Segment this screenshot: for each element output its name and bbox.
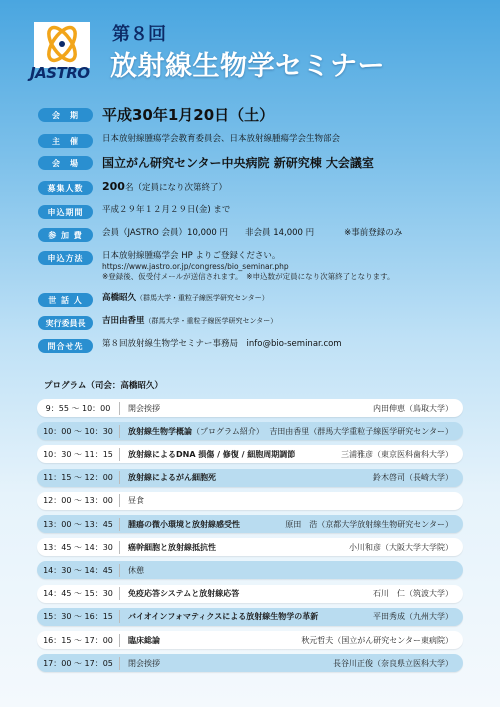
info-row-period	[38, 205, 478, 219]
capacity-number: 200	[102, 180, 125, 193]
program-time: 11：15 ～ 12：00	[43, 473, 113, 483]
info-row-organizer	[38, 134, 478, 148]
program-speaker: 吉田由香里（群馬大学重粒子線医学研究センター）	[269, 426, 453, 436]
program-title	[128, 403, 373, 414]
program-title	[128, 635, 301, 646]
info-label: 会 期	[38, 108, 93, 122]
program-time: 13：45 ～ 14：30	[43, 542, 113, 552]
application-method	[102, 251, 394, 281]
info-label: 実行委員長	[38, 316, 93, 330]
event-date: 平成30年1月20日（土）	[102, 106, 275, 124]
program-row	[37, 469, 463, 487]
info-row-organizer-person	[38, 293, 478, 307]
info-row-chair	[38, 316, 478, 330]
program-time: 9：55 ～ 10：00	[45, 403, 111, 413]
person-affiliation: （群馬大学・重粒子線医学研究センター）	[136, 294, 269, 302]
divider	[119, 471, 120, 484]
program-time: 17：00 ～ 17：05	[43, 658, 113, 668]
program-row	[37, 492, 463, 510]
program-row	[37, 561, 463, 579]
logo-text: JASTRO	[30, 64, 90, 82]
capacity-text	[102, 181, 227, 194]
program-title	[128, 611, 373, 622]
program-title	[128, 472, 373, 483]
contact-text: 第８回放射線生物学セミナー事務局 info@bio-seminar.com	[102, 339, 342, 349]
program-title-main: 臨床総論	[128, 635, 160, 645]
program-speaker: 内田伸恵（鳥取大学）	[373, 403, 453, 413]
program-row	[37, 515, 463, 533]
divider	[119, 541, 120, 554]
info-label: 問合せ先	[38, 339, 93, 353]
program-time: 10：00 ～ 10：30	[43, 426, 113, 436]
program-title-main: 免疫応答システムと放射線応答	[128, 589, 240, 599]
program-speaker: 平田秀成（九州大学）	[373, 612, 453, 622]
fee-text	[102, 228, 402, 239]
info-row-venue	[38, 156, 478, 170]
program-time: 10：30 ～ 11：15	[43, 449, 113, 459]
info-label: 募集人数	[38, 181, 93, 195]
application-period: 平成２９年１２月２９日(金) まで	[102, 205, 231, 215]
application-url[interactable]: https://www.jastro.or.jp/congress/bio_seminar.php	[102, 262, 289, 271]
divider	[119, 518, 120, 531]
person-affiliation: （群馬大学・重粒子線医学研究センター）	[144, 317, 278, 325]
program-time: 16：15 ～ 17：00	[43, 635, 113, 645]
program-title	[128, 495, 453, 506]
info-label: 申込期間	[38, 205, 93, 219]
program-title	[128, 565, 453, 576]
divider	[119, 610, 120, 623]
program-row	[37, 399, 463, 417]
program-speaker: 原田 浩（京都大学放射線生物研究センター）	[285, 519, 453, 529]
organizer-person	[102, 293, 269, 304]
program-row	[37, 538, 463, 556]
program-heading: プログラム（司会：高橋昭久）	[44, 381, 163, 391]
info-label: 会 場	[38, 156, 93, 170]
person-name: 高橋昭久	[102, 293, 137, 303]
committee-chair	[102, 316, 277, 327]
program-time: 13：00 ～ 13：45	[43, 519, 113, 529]
divider	[119, 634, 120, 647]
program-time: 12：00 ～ 13：00	[43, 496, 113, 506]
program-title	[128, 426, 269, 437]
program-row	[37, 445, 463, 463]
info-label: 世 話 人	[38, 293, 93, 307]
divider	[119, 402, 120, 415]
divider	[119, 494, 120, 507]
program-title-main: 放射線によるDNA 損傷 / 修復 / 細胞周期調節	[128, 449, 296, 459]
program-title-main: 放射線によるがん細胞死	[128, 473, 216, 483]
info-row-fee	[38, 228, 478, 242]
program-speaker: 鈴木啓司（長崎大学）	[373, 473, 453, 483]
divider	[119, 564, 120, 577]
venue-text: 国立がん研究センター中央病院 新研究棟 大会議室	[102, 156, 374, 170]
program-title-main: 開会挨拶	[128, 403, 160, 413]
program-row	[37, 585, 463, 603]
fee-note: ※事前登録のみ	[344, 228, 403, 238]
program-row	[37, 631, 463, 649]
program-title-main: 昼食	[128, 496, 144, 506]
divider	[119, 448, 120, 461]
program-title-main: 閉会挨拶	[128, 658, 160, 668]
program-row	[37, 608, 463, 626]
program-title	[128, 588, 373, 599]
program-title-main: バイオインフォマティクスによる放射線生物学の革新	[128, 612, 319, 622]
program-title-main: 放射線生物学概論	[128, 426, 192, 436]
info-row-contact	[38, 339, 478, 353]
program-title-main: 休憩	[128, 565, 144, 575]
capacity-note: 名（定員になり次第終了）	[124, 183, 227, 193]
program-time: 14：45 ～ 15：30	[43, 589, 113, 599]
program-row	[37, 654, 463, 672]
person-name: 吉田由香里	[102, 316, 145, 326]
program-speaker: 秋元哲夫（国立がん研究センター東病院）	[301, 635, 453, 645]
program-title-sub: （プログラム紹介）	[192, 426, 264, 436]
program-title	[128, 449, 341, 460]
info-row-date	[38, 108, 478, 123]
program-time: 15：30 ～ 16：15	[43, 612, 113, 622]
info-row-application	[38, 251, 478, 281]
program-speaker: 三浦雅彦（東京医科歯科大学）	[341, 449, 453, 459]
program-speaker: 長谷川正俊（奈良県立医科大学）	[333, 658, 453, 668]
program-speaker: 小川和彦（大阪大学大学院）	[349, 542, 453, 552]
program-time: 14：30 ～ 14：45	[43, 565, 113, 575]
program-title	[128, 658, 333, 669]
program-title	[128, 519, 285, 530]
edition-label: 第８回	[112, 24, 166, 45]
organizer-text: 日本放射線腫瘍学会教育委員会、日本放射線腫瘍学会生物部会	[102, 134, 341, 144]
program-row	[37, 422, 463, 440]
info-label: 参 加 費	[38, 228, 93, 242]
program-speaker: 石川 仁（筑波大学）	[373, 589, 453, 599]
fee-main: 会員（JASTRO 会員）10,000 円 非会員 14,000 円	[102, 228, 315, 238]
divider	[119, 425, 120, 438]
application-note: ※登録後、仮受付メールが送信されます。 ※申込数が定員になり次第終了となります。	[102, 271, 395, 281]
info-label: 申込方法	[38, 251, 93, 265]
application-line1: 日本放射線腫瘍学会 HP よりご登録ください。	[102, 251, 281, 261]
program-title	[128, 542, 349, 553]
program-title-main: 癌幹細胞と放射線抵抗性	[128, 542, 216, 552]
page-title: 放射線生物学セミナー	[110, 51, 385, 82]
info-row-capacity	[38, 181, 478, 195]
divider	[119, 657, 120, 670]
info-label: 主 催	[38, 134, 93, 148]
divider	[119, 587, 120, 600]
program-title-main: 腫瘍の微小環境と放射線感受性	[128, 519, 240, 529]
